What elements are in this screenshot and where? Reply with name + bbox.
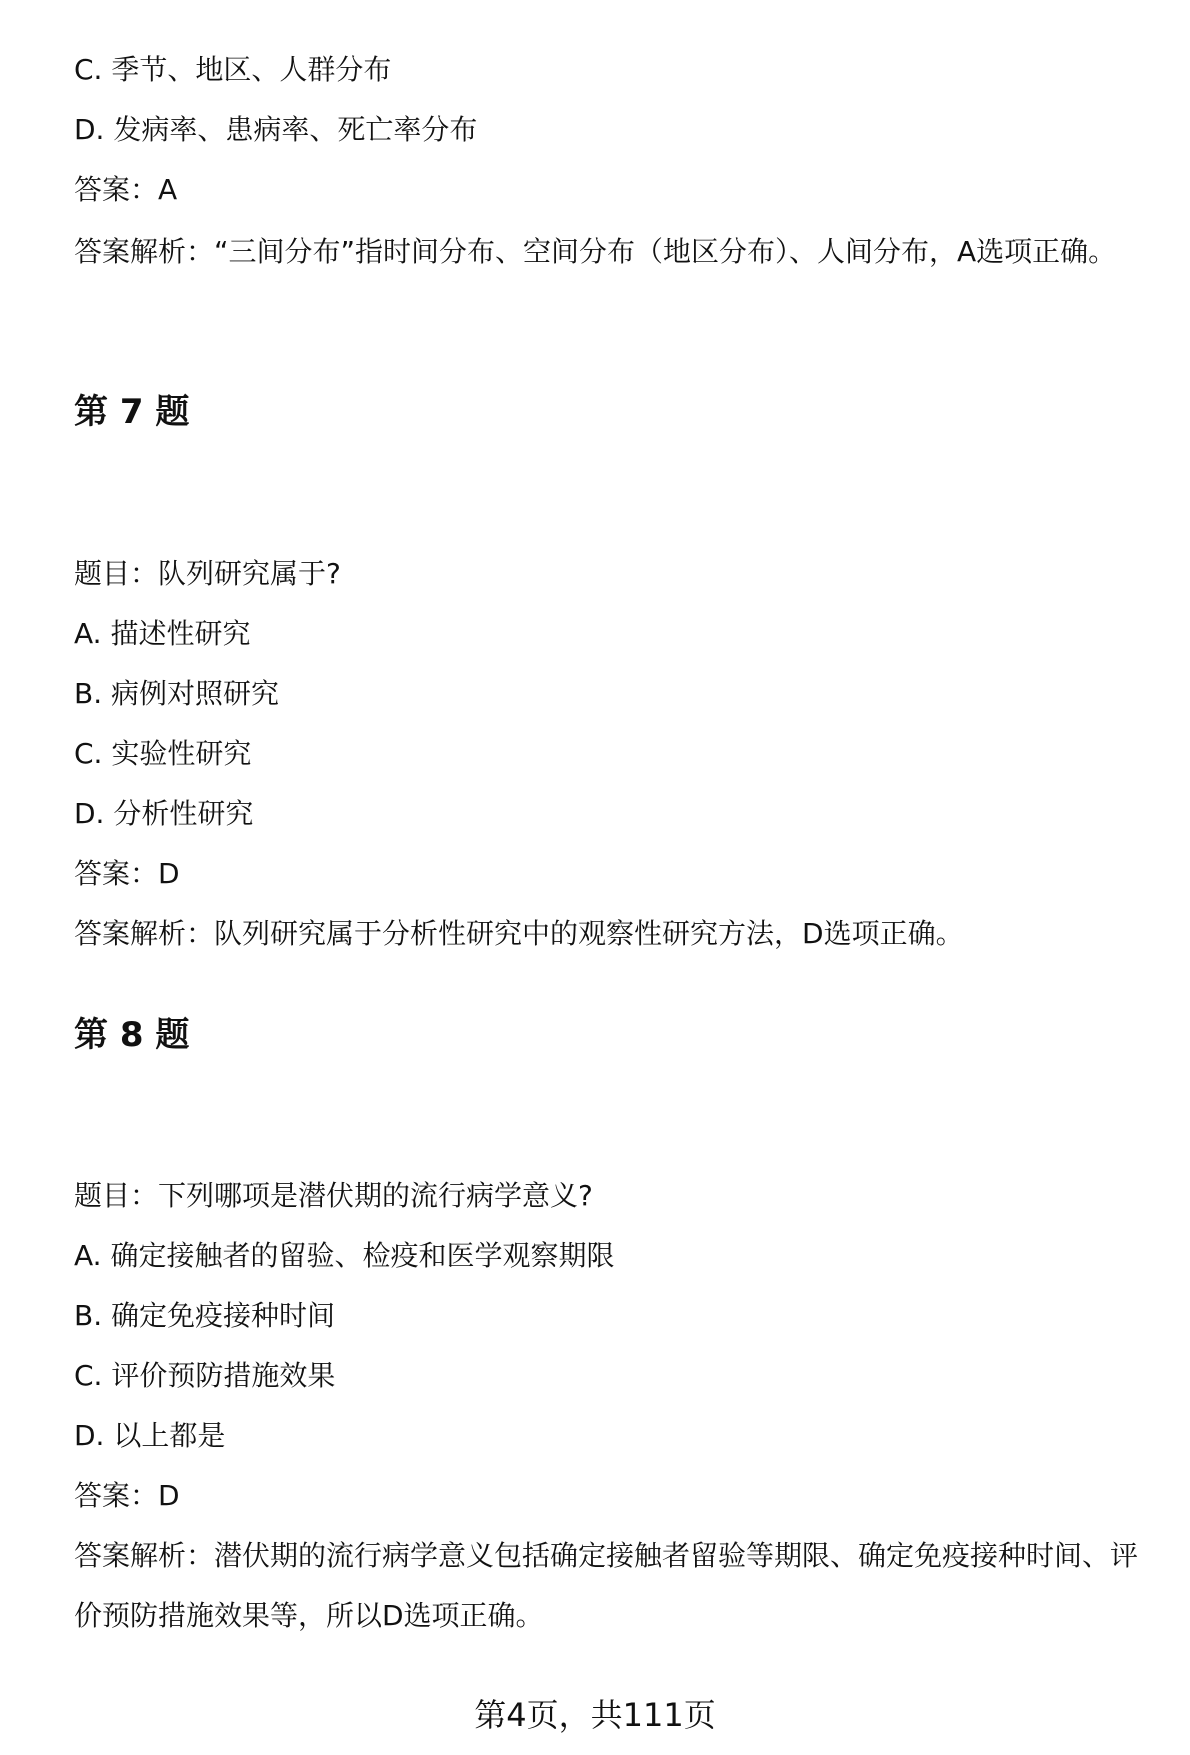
option-b: B. 病例对照研究	[74, 677, 280, 710]
option-a: A. 确定接触者的留验、检疫和医学观察期限	[74, 1239, 615, 1272]
answer: 答案：D	[74, 1479, 180, 1512]
question-heading-7: 第 7 题	[74, 392, 190, 432]
answer-explanation: 答案解析：“三间分布”指时间分布、空间分布（地区分布）、人间分布，A选项正确。	[74, 235, 1117, 268]
option-a: A. 描述性研究	[74, 617, 251, 650]
question-heading-8: 第 8 题	[74, 1015, 190, 1055]
option-d: D. 发病率、患病率、死亡率分布	[74, 113, 478, 146]
question-text: 题目：下列哪项是潜伏期的流行病学意义?	[74, 1179, 593, 1212]
option-b: B. 确定免疫接种时间	[74, 1299, 336, 1332]
option-c: C. 季节、地区、人群分布	[74, 53, 392, 86]
option-d: D. 分析性研究	[74, 797, 254, 830]
answer-explanation: 答案解析：潜伏期的流行病学意义包括确定接触者留验等期限、确定免疫接种时间、评价预防措施效果等，所以D选项正确。	[74, 1539, 1139, 1632]
option-c: C. 实验性研究	[74, 737, 252, 770]
answer: 答案：A	[74, 173, 178, 206]
answer-explanation: 答案解析：队列研究属于分析性研究中的观察性研究方法，D选项正确。	[74, 917, 964, 950]
option-c: C. 评价预防措施效果	[74, 1359, 336, 1392]
question-text: 题目：队列研究属于?	[74, 557, 341, 590]
answer: 答案：D	[74, 857, 180, 890]
option-d: D. 以上都是	[74, 1419, 226, 1452]
page-number: 第4页，共111页	[474, 1696, 716, 1734]
